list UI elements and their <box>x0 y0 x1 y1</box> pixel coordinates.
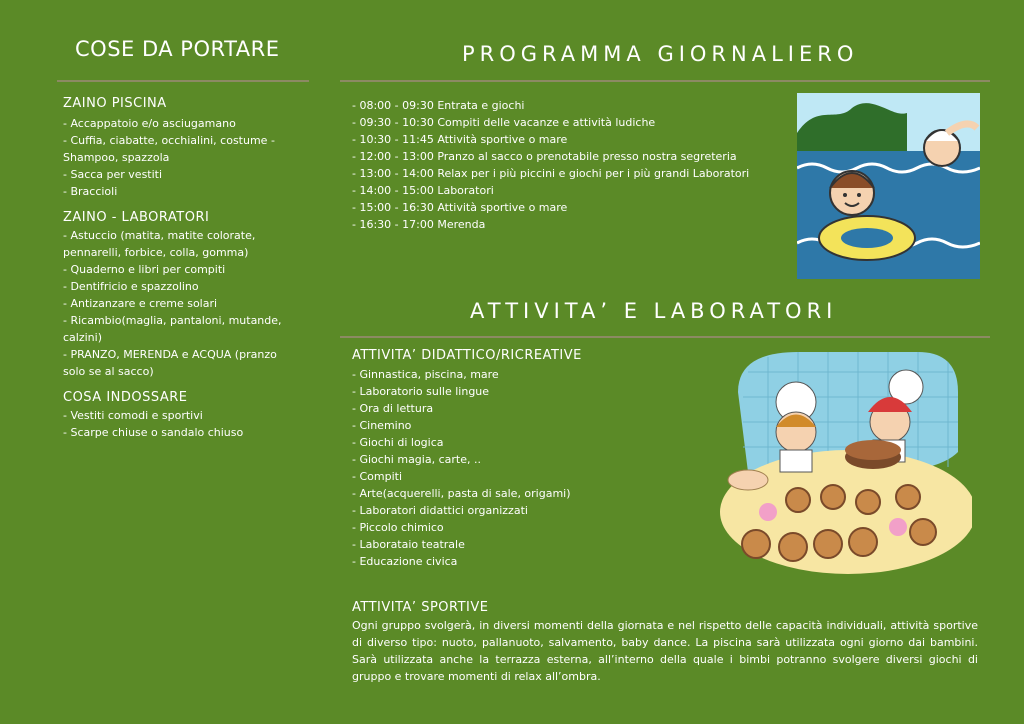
programma-title: PROGRAMMA GIORNALIERO <box>462 42 859 66</box>
list-item: - Quaderno e libri per compiti <box>63 263 226 276</box>
list-item: - Educazione civica <box>352 555 458 568</box>
zaino-piscina-heading: ZAINO PISCINA <box>63 96 167 111</box>
didattico-list <box>352 366 571 570</box>
list-item: - Laboratori didattici organizzati <box>352 504 528 517</box>
list-item: - Dentifricio e spazzolino <box>63 280 199 293</box>
list-item: - Antizanzare e creme solari <box>63 297 218 310</box>
list-item: - Vestiti comodi e sportivi <box>63 409 203 422</box>
list-item: - Giochi magia, carte, .. <box>352 453 481 466</box>
zaino-laboratori-heading: ZAINO - LABORATORI <box>63 210 210 225</box>
list-item: - Accappatoio e/o asciugamano <box>63 117 236 130</box>
left-title-rule <box>57 80 309 82</box>
zaino-laboratori-list <box>63 227 288 380</box>
list-item: - Piccolo chimico <box>352 521 444 534</box>
list-item: - 14:00 - 15:00 Laboratori <box>352 184 494 197</box>
left-column <box>63 96 303 441</box>
list-item: - 10:30 - 11:45 Attività sportive o mare <box>352 133 568 146</box>
list-item: - 16:30 - 17:00 Merenda <box>352 218 486 231</box>
attivita-title: ATTIVITA’ E LABORATORI <box>470 299 838 323</box>
list-item: - Laborataio teatrale <box>352 538 465 551</box>
list-item: - 12:00 - 13:00 Pranzo al sacco o prenotabile presso nostra segreteria <box>352 150 737 163</box>
list-item: - Ginnastica, piscina, mare <box>352 368 499 381</box>
list-item: - Ricambio(maglia, pantaloni, mutande, calzini) <box>63 314 282 344</box>
attivita-title-rule <box>340 336 990 338</box>
cosa-indossare-heading: COSA INDOSSARE <box>63 390 188 405</box>
list-item: - Compiti <box>352 470 402 483</box>
list-item: - Laboratorio sulle lingue <box>352 385 490 398</box>
list-item: - Cinemino <box>352 419 412 432</box>
list-item: - Scarpe chiuse o sandalo chiuso <box>63 426 244 439</box>
list-item: - 09:30 - 10:30 Compiti delle vacanze e attività ludiche <box>352 116 656 129</box>
sportive-heading: ATTIVITA’ SPORTIVE <box>352 600 489 615</box>
zaino-piscina-list <box>63 115 303 200</box>
left-title: COSE DA PORTARE <box>75 37 280 61</box>
list-item: - Astuccio (matita, matite colorate, pennarelli, forbice, colla, gomma) <box>63 229 256 259</box>
list-item: - Giochi di logica <box>352 436 444 449</box>
sportive-paragraph: Ogni gruppo svolgerà, in diversi momenti della giornata e nel rispetto delle capacità individuali, attività sportive di diverso tipo: nuoto, pallanuoto, salvamento, baby dance. La piscina sarà utilizzata ogni giorno dai bambini. Sarà utilizzata anche la terrazza esterna, all’interno della quale i bimbi potranno svolgere diversi giochi di gruppo e trovare momenti di relax all’ombra. <box>352 619 978 683</box>
list-item: - Cuffia, ciabatte, occhialini, costume - Shampoo, spazzola <box>63 134 275 164</box>
list-item: - Arte(acquerelli, pasta di sale, origami) <box>352 487 571 500</box>
list-item: - 13:00 - 14:00 Relax per i più piccini e giochi per i più grandi Laboratori <box>352 167 750 180</box>
list-item: - PRANZO, MERENDA e ACQUA (pranzo solo se al sacco) <box>63 348 277 378</box>
cooking-kids-illustration <box>718 352 972 574</box>
list-item: - Ora di lettura <box>352 402 434 415</box>
programma-title-rule <box>340 80 990 82</box>
list-item: - 08:00 - 09:30 Entrata e giochi <box>352 99 525 112</box>
list-item: - Sacca per vestiti <box>63 168 163 181</box>
swimming-kids-illustration <box>797 93 980 279</box>
cosa-indossare-list <box>63 407 303 441</box>
didattico-heading: ATTIVITA’ DIDATTICO/RICREATIVE <box>352 348 582 363</box>
list-item: - 15:00 - 16:30 Attività sportive o mare <box>352 201 568 214</box>
programma-list <box>352 97 749 233</box>
list-item: - Braccioli <box>63 185 118 198</box>
